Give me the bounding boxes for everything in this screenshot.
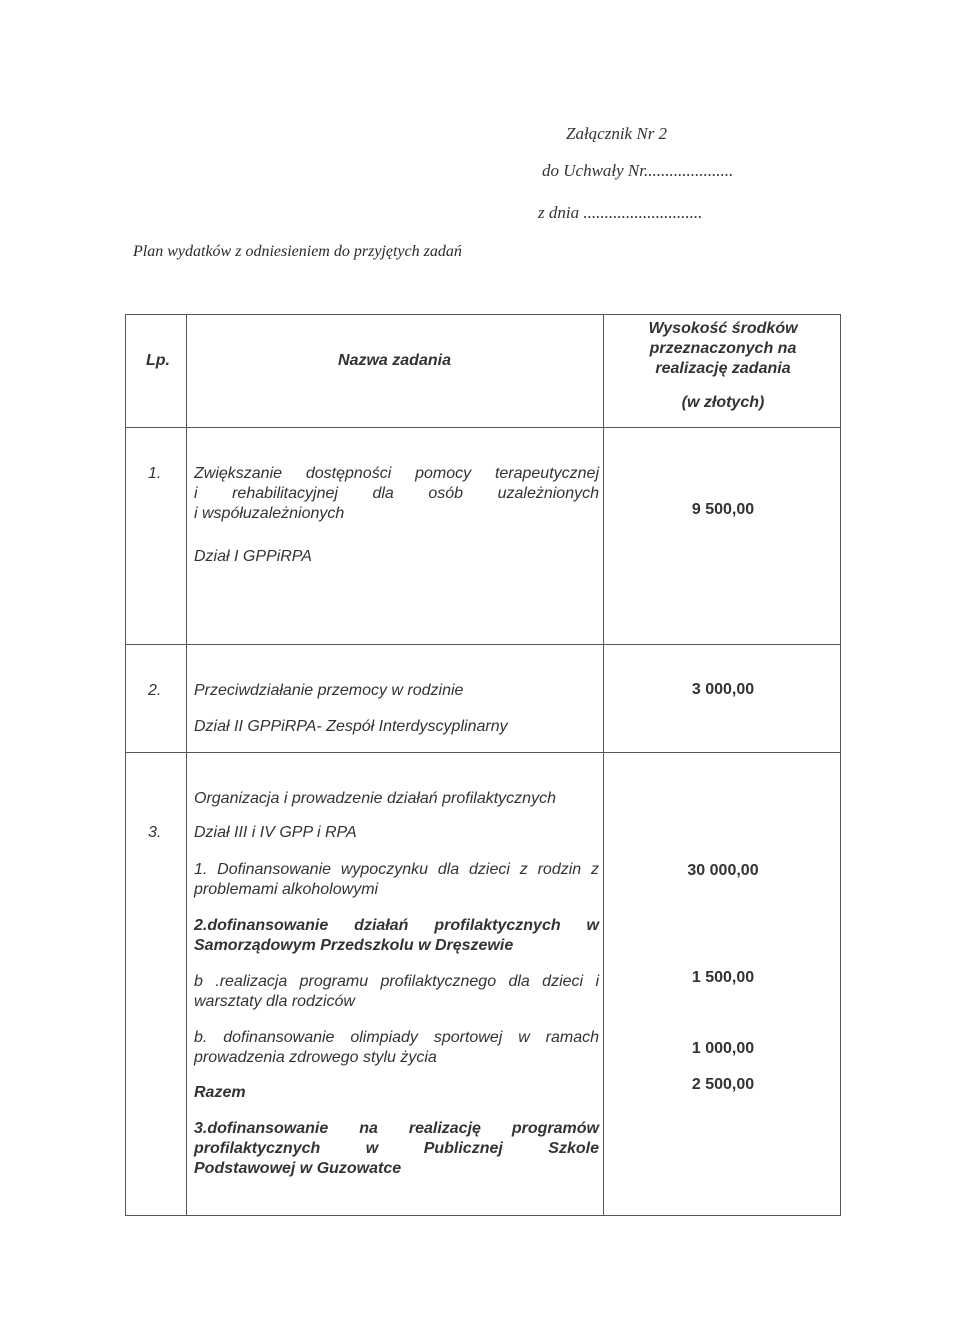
row3-lp: 3.	[148, 824, 162, 841]
header-amount-line3: realizację zadania	[655, 360, 791, 377]
row1-name-line2: i rehabilitacyjnej dla osób uzależnionych	[194, 485, 599, 502]
row1-section: Dział I GPPiRPA	[194, 548, 312, 565]
header-task-name: Nazwa zadania	[338, 352, 451, 369]
expenditure-table	[125, 314, 841, 1216]
column-divider-lp	[186, 315, 187, 1215]
row3-sub2a-amount: 1 500,00	[691, 969, 755, 986]
row2-name: Przeciwdziałanie przemocy w rodzinie	[194, 682, 464, 699]
row3-sub2a-line2: warsztaty dla rodziców	[194, 993, 355, 1010]
plan-title: Plan wydatków z odniesieniem do przyjętych zadań	[133, 243, 462, 260]
row3-name: Organizacja i prowadzenie działań profilaktycznych	[194, 790, 556, 807]
row3-sub2a-line1: b .realizacja programu profilaktycznego dla dzieci i	[194, 973, 599, 990]
row3-section: Dział III i IV GPP i RPA	[194, 824, 357, 841]
row3-sub1-line1: 1. Dofinansowanie wypoczynku dla dzieci z rodzin z	[194, 861, 599, 878]
row3-sub1-amount: 30 000,00	[687, 862, 759, 879]
row2-section: Dział II GPPiRPA- Zespół Interdyscyplinarny	[194, 718, 508, 735]
resolution-date: z dnia ............................	[538, 203, 703, 222]
row3-sub3-line1: 3.dofinansowanie na realizację programów	[194, 1120, 599, 1137]
resolution-number: do Uchwały Nr.....................	[542, 161, 734, 180]
row3-sub3-line3: Podstawowej w Guzowatce	[194, 1160, 402, 1177]
header-amount-line2: przeznaczonych na	[649, 340, 797, 357]
row3-sub3-line2: profilaktycznych w Publicznej Szkole	[194, 1140, 599, 1157]
row2-lp: 2.	[148, 682, 162, 699]
row-divider-header	[126, 427, 840, 428]
row3-total-amount: 2 500,00	[691, 1076, 755, 1093]
row-divider-1	[126, 644, 840, 645]
row3-sub1-line2: problemami alkoholowymi	[194, 881, 379, 898]
header-lp: Lp.	[146, 352, 170, 369]
attachment-number: Załącznik Nr 2	[566, 124, 668, 143]
header-amount-line1: Wysokość środków	[648, 320, 798, 337]
row3-total-label: Razem	[194, 1084, 246, 1101]
row1-amount: 9 500,00	[691, 501, 755, 518]
row2-amount: 3 000,00	[691, 681, 755, 698]
row3-sub2-line2: Samorządowym Przedszkolu w Dręszewie	[194, 937, 514, 954]
row1-lp: 1.	[148, 465, 162, 482]
row1-name-line3: i współuzależnionych	[194, 505, 345, 522]
row3-sub2b-line1: b. dofinansowanie olimpiady sportowej w ramach	[194, 1029, 599, 1046]
row3-sub2b-amount: 1 000,00	[691, 1040, 755, 1057]
row1-name-line1: Zwiększanie dostępności pomocy terapeutycznej	[194, 465, 599, 482]
row3-sub2-line1: 2.dofinansowanie działań profilaktycznych w	[194, 917, 599, 934]
row3-sub2b-line2: prowadzenia zdrowego stylu życia	[194, 1049, 437, 1066]
row-divider-2	[126, 752, 840, 753]
header-amount-unit: (w złotych)	[681, 394, 765, 411]
